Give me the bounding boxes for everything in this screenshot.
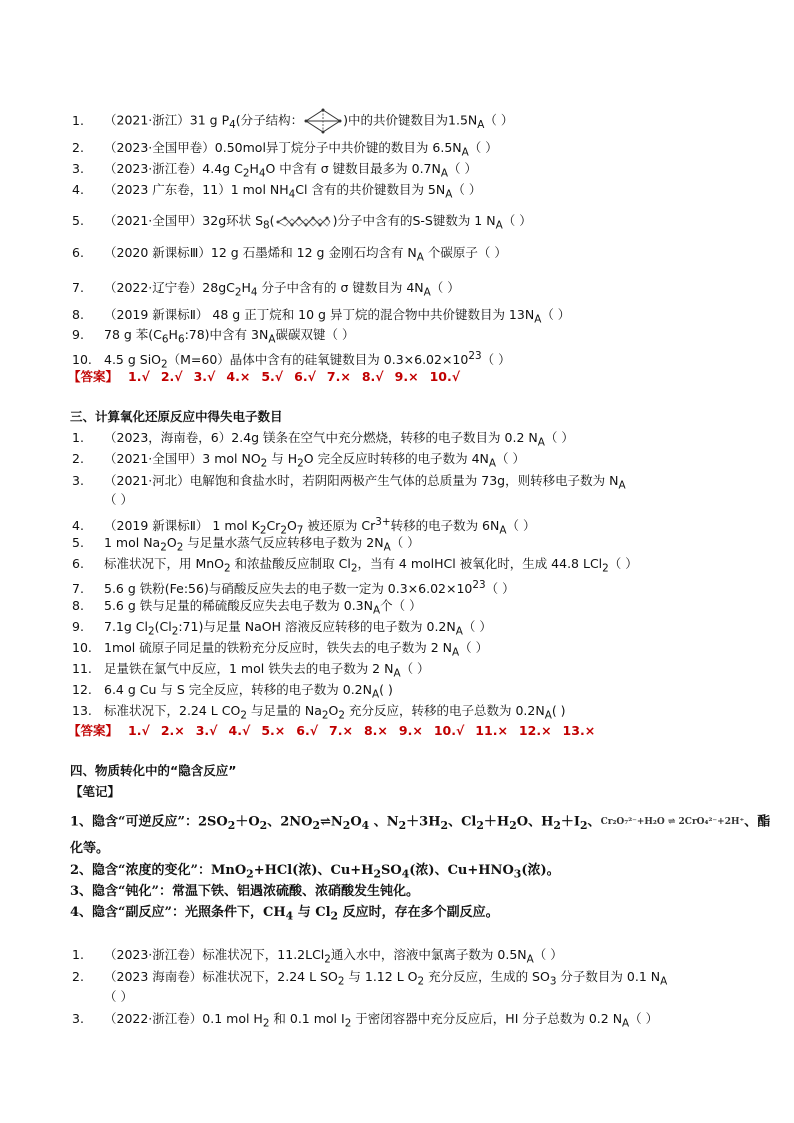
answer-item: 2.√ xyxy=(160,369,183,384)
q-text: ，当有 4 molHCl 被氧化时，生成 44.8 LCl xyxy=(357,556,603,571)
q-number: 5. xyxy=(72,213,84,228)
subscript: A xyxy=(622,1017,630,1030)
q-number: 2. xyxy=(72,451,84,466)
blank: （ ） xyxy=(459,640,489,655)
subscript: 2 xyxy=(148,625,155,638)
q-text: )中的共价键数目为1.5N xyxy=(343,112,478,128)
sec4-q3 xyxy=(72,1010,734,1033)
note-3: 3、隐含“钝化”：常温下铁、铝遇浓硫酸、浓硝酸发生钝化。 xyxy=(70,884,420,899)
note-1-cont: 化等。 xyxy=(70,841,110,856)
subscript: 7 xyxy=(296,524,304,537)
blank: （ ） xyxy=(484,112,514,128)
q-text: O xyxy=(166,535,177,550)
subscript: A xyxy=(495,219,503,232)
blank: （ ） xyxy=(544,430,574,445)
answer-item: 8.× xyxy=(363,723,388,738)
sec2-q2 xyxy=(72,139,734,162)
q-text: （2021·河北）电解饱和食盐水时，若阴阳两极产生气体的总质量为 73g，则转移电子数为 N xyxy=(104,473,619,488)
note-1: 1、隐含“可逆反应”：$2SO_2+O_2$、$2NO_2\rightleftharpoons N_2O_4$ 、$N_2+3H_2$、$Cl_2+H_2O$、$H_2+I_2$、Cr₂O₇²⁻+H₂O ⇌ 2CrO₄²⁻+2H⁺、酯 xyxy=(70,814,771,833)
q-text: 被还原为 Cr xyxy=(303,518,376,534)
q-number: 3. xyxy=(72,161,84,176)
sec2-q9 xyxy=(72,326,734,349)
blank: （ ） xyxy=(533,947,563,962)
q-number: 9. xyxy=(72,619,84,634)
answer-item: 11.× xyxy=(475,723,508,738)
q-text: 于密闭容器中充分反应后，HI 分子总数为 0.2 N xyxy=(351,1011,623,1026)
blank: （ ） xyxy=(468,140,498,155)
blank: （ ） xyxy=(447,161,477,176)
q-number: 8. xyxy=(72,307,84,322)
q-text: 充分反应，转移的电子总数为 0.2N xyxy=(345,703,545,718)
q-text: 转移的电子数为 6N xyxy=(390,518,500,534)
superscript: 23 xyxy=(472,579,486,591)
subscript: A xyxy=(371,688,380,701)
subscript: 2 xyxy=(240,709,247,722)
q-number: 1. xyxy=(72,430,84,445)
blank: 个（ ） xyxy=(380,598,422,613)
blank: （ ） xyxy=(496,451,525,466)
subscript: 2 xyxy=(260,457,268,470)
subscript: 2 xyxy=(224,562,231,575)
subscript: A xyxy=(455,625,463,638)
subscript: 2 xyxy=(337,975,345,988)
blank: （ ） xyxy=(462,619,492,634)
subscript: A xyxy=(477,119,485,131)
answer-item: 10.√ xyxy=(433,723,465,738)
note-2: 2、隐含“浓度的变化”：MnO$_2$+HCl(浓)、$Cu+H_2SO_4$(浓)、$Cu+HNO_3$(浓)。 xyxy=(70,863,560,881)
blank: （ ） xyxy=(608,556,638,571)
q-number: 11. xyxy=(72,661,92,676)
q-text: 4.5 g SiO xyxy=(104,352,162,368)
answer-item: 10.√ xyxy=(429,369,461,384)
subscript: 2 xyxy=(338,709,345,722)
sec4-title: 四、物质转化中的“隐含反应” xyxy=(70,763,237,778)
sec3-q11 xyxy=(72,660,734,683)
answer-item: 6.√ xyxy=(296,723,319,738)
q-text: （2023 海南卷）标准状况下，2.24 L SO xyxy=(104,969,338,984)
q-text: (Cl xyxy=(154,619,172,634)
q-text: （2020 新课标Ⅲ）12 g 石墨烯和 12 g 金刚石均含有 N xyxy=(104,245,417,260)
q-text: 标准状况下，2.24 L CO xyxy=(104,703,241,718)
q-text: 分子中含有的 σ 键数目为 4N xyxy=(257,280,424,295)
answer-item: 6.√ xyxy=(294,369,316,384)
subscript: A xyxy=(534,313,542,326)
q-text: （2019 新课标Ⅱ） 1 mol K xyxy=(104,518,260,534)
q-text: （2021·全国甲）3 mol NO xyxy=(104,451,261,466)
sec4-q2-cont: （ ） xyxy=(104,989,133,1004)
p4-molecule-diagram xyxy=(303,108,343,134)
blank: （ ） xyxy=(506,518,536,534)
q-text: 与 H xyxy=(267,451,298,466)
q-number: 3. xyxy=(72,473,84,488)
subscript: 2 xyxy=(259,524,267,537)
q-number: 7. xyxy=(72,280,84,295)
q-text: 1mol 硫原子同足量的铁粉充分反应时，铁失去的电子数为 2 N xyxy=(104,640,452,655)
subscript: 2 xyxy=(160,541,167,554)
q-number: 9. xyxy=(72,327,84,342)
sec3-q1 xyxy=(72,429,734,452)
subscript: 2 xyxy=(171,625,179,638)
q-text: （2023 广东卷，11）1 mol NH xyxy=(104,182,289,197)
subscript: A xyxy=(423,286,431,299)
q-text: （M=60）晶体中含有的硅氧键数目为 0.3×6.02×10 xyxy=(167,352,469,368)
sec3-answer xyxy=(68,722,734,740)
subscript: A xyxy=(488,457,496,470)
subscript: A xyxy=(268,333,276,346)
q-text: 分子中含有的S-S键数为 1 N xyxy=(337,213,496,228)
subscript: A xyxy=(461,146,469,159)
q-text: 与 1.12 L O xyxy=(344,969,418,984)
subscript: A xyxy=(660,975,668,988)
subscript: 3 xyxy=(549,975,557,988)
q-text: （2022·浙江卷）0.1 mol H xyxy=(104,1011,263,1026)
q-text: H xyxy=(249,161,259,176)
q-text: （2021·浙江）31 g P xyxy=(104,112,230,128)
q-text: O xyxy=(328,703,339,718)
q-number: 7. xyxy=(72,581,84,597)
answer-item: 9.× xyxy=(394,369,419,384)
blank: ( ) xyxy=(379,682,393,697)
subscript: 4 xyxy=(258,167,266,180)
sec2-q6 xyxy=(72,244,734,267)
answer-item: 4.√ xyxy=(228,723,251,738)
note-4: 4、隐含“副反应”：光照条件下，$CH_4$ 与 $Cl_2$ 反应时，存在多个副反应。 xyxy=(70,905,499,923)
subscript: A xyxy=(372,604,381,617)
blank: （ ） xyxy=(430,280,460,295)
q-number: 6. xyxy=(72,556,84,571)
subscript: A xyxy=(383,541,391,554)
subscript: A xyxy=(445,188,453,201)
q-text: 标准状况下，用 MnO xyxy=(104,556,225,571)
blank: 个碳原子（ ） xyxy=(423,245,507,260)
q-number: 1. xyxy=(72,947,84,962)
subscript: A xyxy=(537,436,545,449)
s8-ring-diagram xyxy=(275,215,333,229)
answer-item: 1.√ xyxy=(128,369,150,384)
note-label: 【笔记】 xyxy=(70,784,121,799)
q-text: 5.6 g 铁与足量的稀硫酸反应失去电子数为 0.3N xyxy=(104,598,373,613)
sec3-q10 xyxy=(72,639,734,662)
q-text: 与足量水蒸气反应转移电子数为 2N xyxy=(183,535,384,550)
blank: （ ） xyxy=(452,182,482,197)
answer-item: 13.× xyxy=(562,723,596,738)
q-text: 5.6 g 铁粉(Fe:56)与硝酸反应失去的电子数一定为 0.3×6.02×10 xyxy=(104,581,473,597)
answer-item: 1.√ xyxy=(128,723,150,738)
subscript: 2 xyxy=(344,1017,352,1030)
sec3-q9 xyxy=(72,618,734,641)
subscript: 2 xyxy=(242,167,250,180)
q-number: 2. xyxy=(72,140,84,155)
sec2-answer xyxy=(68,368,734,386)
subscript: 2 xyxy=(176,541,184,554)
q-text: :71)与足量 NaOH 溶液反应转移的电子数为 0.2N xyxy=(178,619,456,634)
subscript: 2 xyxy=(324,953,331,966)
sec3-q6 xyxy=(72,555,734,578)
q-text: 78 g 苯(C xyxy=(104,327,162,342)
q-text: O xyxy=(286,518,297,534)
subscript: A xyxy=(526,953,534,966)
subscript: 2 xyxy=(321,709,329,722)
answer-item: 3.√ xyxy=(195,723,218,738)
subscript: 2 xyxy=(417,975,425,988)
q-number: 8. xyxy=(72,598,84,613)
sec3-q2 xyxy=(72,450,734,473)
q-text: 1 mol Na xyxy=(104,535,161,550)
sec3-q3-cont: （ ） xyxy=(104,492,133,507)
blank: （ ） xyxy=(502,213,532,228)
q-number: 3. xyxy=(72,1011,84,1026)
subscript: 8 xyxy=(263,219,270,232)
q-text: O 完全反应时转移的电子数为 4N xyxy=(303,451,489,466)
subscript: A xyxy=(416,251,424,264)
answer-item: 7.× xyxy=(329,723,353,738)
superscript: 23 xyxy=(468,350,482,362)
blank: 碳碳双键（ ） xyxy=(275,327,355,342)
sec2-q7 xyxy=(72,279,734,302)
answer-item: 5.√ xyxy=(261,369,284,384)
q-text: :78)中含有 3N xyxy=(184,327,269,342)
q-number: 4. xyxy=(72,182,84,197)
q-text: H xyxy=(241,280,251,295)
subscript: A xyxy=(544,709,552,722)
subscript: A xyxy=(451,646,460,659)
q-text: 分子数目为 0.1 N xyxy=(556,969,661,984)
sec3-q12 xyxy=(72,681,734,704)
answer-item: 4.× xyxy=(226,369,251,384)
subscript: 2 xyxy=(350,562,358,575)
subscript: 2 xyxy=(234,286,242,299)
q-number: 5. xyxy=(72,535,84,550)
q-text: 6.4 g Cu 与 S 完全反应，转移的电子数为 0.2N xyxy=(104,682,372,697)
q-number: 13. xyxy=(72,703,92,718)
blank: （ ） xyxy=(390,535,420,550)
subscript: 2 xyxy=(280,524,287,537)
subscript: 6 xyxy=(161,333,169,346)
q-number: 1. xyxy=(72,112,84,128)
subscript: A xyxy=(499,524,507,537)
q-text: 通入水中，溶液中氯离子数为 0.5N xyxy=(330,947,527,962)
sec2-q5 xyxy=(72,212,734,235)
answer-item: 5.× xyxy=(261,723,286,738)
subscript: 4 xyxy=(229,119,236,131)
q-text: 充分反应，生成的 SO xyxy=(424,969,550,984)
subscript: 2 xyxy=(602,562,609,575)
q-number: 4. xyxy=(72,518,84,534)
answer-item: 3.√ xyxy=(193,369,216,384)
q-text: 与足量的 Na xyxy=(246,703,322,718)
q-number: 6. xyxy=(72,245,84,260)
subscript: 2 xyxy=(262,1017,270,1030)
answer-label: 【答案】 xyxy=(68,723,119,738)
sec3-q8 xyxy=(72,597,734,620)
q-text: （2023·浙江卷）标准状况下，11.2LCl xyxy=(104,947,325,962)
q-number: 10. xyxy=(72,352,92,368)
blank: ( ) xyxy=(551,703,566,718)
subscript: A xyxy=(393,667,401,680)
q-text: 足量铁在氯气中反应，1 mol 铁失去的电子数为 2 N xyxy=(104,661,394,676)
sec2-q3 xyxy=(72,160,734,183)
sec2-q4 xyxy=(72,181,734,204)
q-number: 2. xyxy=(72,969,84,984)
paren-open: ( xyxy=(269,213,275,228)
answer-item: 2.× xyxy=(160,723,185,738)
q-text: （2023，海南卷，6）2.4g 镁条在空气中充分燃烧，转移的电子数目为 0.2 N xyxy=(104,430,538,445)
answer-item: 9.× xyxy=(398,723,423,738)
paren-close: ) xyxy=(332,213,338,228)
answer-label: 【答案】 xyxy=(68,369,119,384)
q-text: （2022·辽宁卷）28gC xyxy=(104,280,235,295)
sec2-q1 xyxy=(72,108,734,134)
answer-item: 12.× xyxy=(518,723,552,738)
subscript: A xyxy=(618,479,626,492)
q-text: H xyxy=(168,327,178,342)
subscript: 2 xyxy=(297,457,304,470)
q-number: 10. xyxy=(72,640,92,655)
blank: （ ） xyxy=(481,352,511,368)
sec3-title: 三、计算氧化还原反应中得失电子数目 xyxy=(70,409,283,424)
q-text: O 中含有 σ 键数目最多为 0.7N xyxy=(265,161,441,176)
q-text: (分子结构： xyxy=(235,112,304,128)
subscript: 2 xyxy=(161,358,168,371)
q-text: （2019 新课标Ⅱ） 48 g 正丁烷和 10 g 异丁烷的混合物中共价键数目为 13N xyxy=(104,307,535,322)
subscript: A xyxy=(440,167,448,180)
blank: （ ） xyxy=(485,581,515,597)
q-text: （2023·全国甲卷）0.50mol异丁烷分子中共价键的数目为 6.5N xyxy=(104,140,462,155)
subscript: 6 xyxy=(177,333,185,346)
superscript: 3+ xyxy=(375,516,391,528)
subscript: 4 xyxy=(250,286,258,299)
sec3-q5 xyxy=(72,534,734,557)
q-text: （2021·全国甲）32g环状 S xyxy=(104,213,264,228)
q-number: 12. xyxy=(72,682,92,697)
blank: （ ） xyxy=(629,1011,659,1026)
q-text: Cl 含有的共价键数目为 5N xyxy=(295,182,446,197)
answer-item: 7.× xyxy=(326,369,351,384)
answer-item: 8.√ xyxy=(361,369,384,384)
sec4-q1 xyxy=(72,946,734,969)
chromate-equilibrium-equation: Cr₂O₇²⁻+H₂O ⇌ 2CrO₄²⁻+2H⁺ xyxy=(600,817,745,827)
q-text: 和浓盐酸反应制取 Cl xyxy=(230,556,351,571)
blank: （ ） xyxy=(400,661,430,676)
q-text: 和 0.1 mol I xyxy=(269,1011,345,1026)
q-text: （2023·浙江卷）4.4g C xyxy=(104,161,243,176)
blank: （ ） xyxy=(541,307,571,322)
q-text: 7.1g Cl xyxy=(104,619,148,634)
q-text: Cr xyxy=(266,518,281,534)
sec3-q7 xyxy=(72,576,734,598)
subscript: 4 xyxy=(288,188,296,201)
